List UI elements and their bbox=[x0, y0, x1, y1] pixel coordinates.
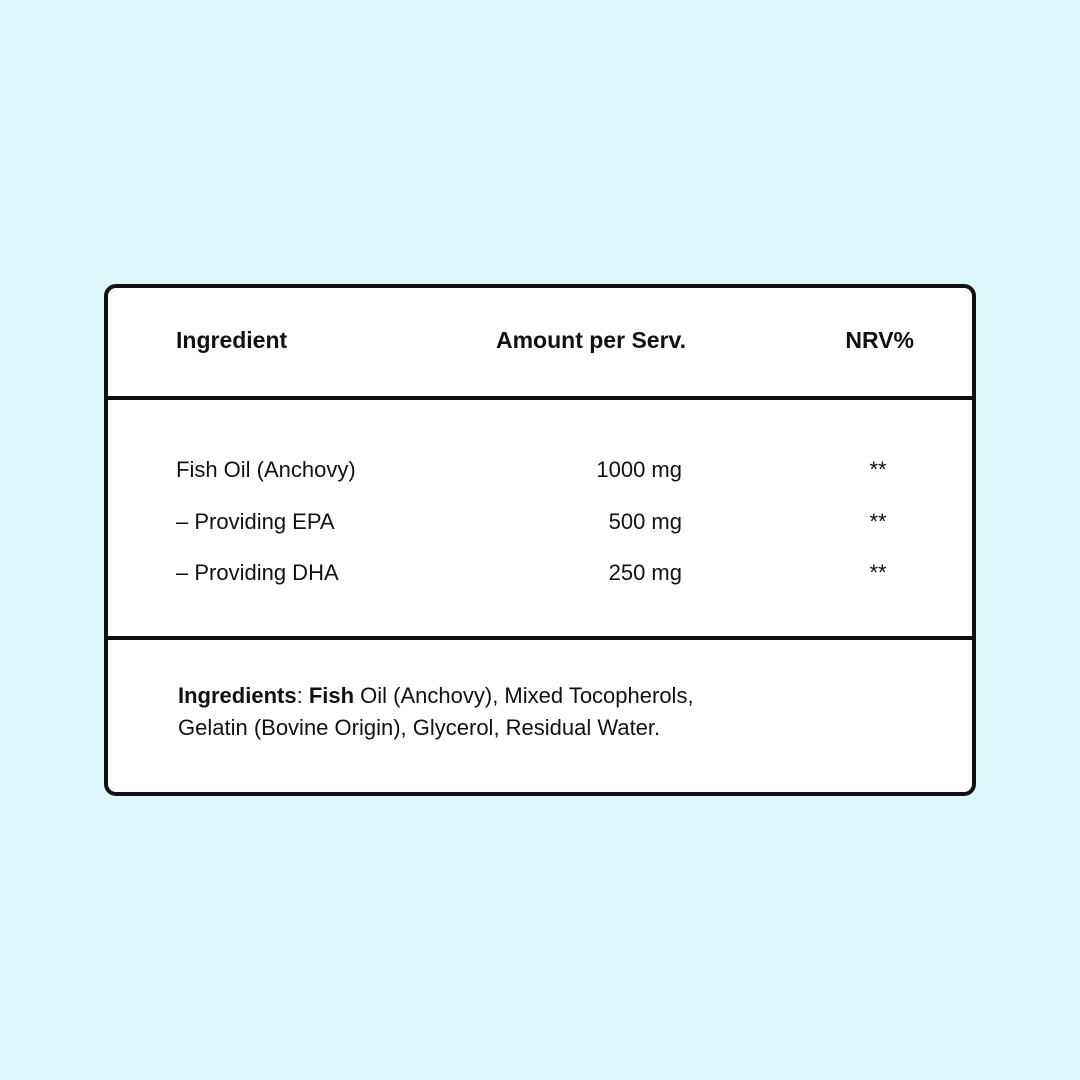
row-nrv: ** bbox=[869, 560, 887, 585]
row-amount: 250 mg bbox=[608, 560, 682, 585]
row-ingredient-name: Fish Oil (Anchovy) bbox=[176, 457, 356, 482]
row-ingredient-name: – Providing EPA bbox=[176, 509, 335, 534]
ingredients-line-2: Gelatin (Bovine Origin), Glycerol, Residual Water. bbox=[178, 715, 661, 740]
nutrition-facts-panel bbox=[104, 284, 976, 796]
ingredients-line-1 bbox=[178, 680, 918, 712]
table-body bbox=[108, 400, 972, 640]
table-row bbox=[108, 450, 972, 490]
ingredients-text-1: Oil (Anchovy), Mixed Tocopherols, bbox=[354, 683, 694, 708]
row-amount: 500 mg bbox=[608, 509, 682, 534]
table-row bbox=[108, 553, 972, 593]
ingredients-statement bbox=[178, 680, 918, 744]
header-amount-per-serving: Amount per Serv. bbox=[496, 327, 686, 353]
ingredients-highlight: Fish bbox=[308, 683, 355, 708]
ingredients-label: Ingredients bbox=[178, 683, 297, 708]
row-ingredient-name: – Providing DHA bbox=[176, 560, 339, 585]
row-nrv: ** bbox=[869, 457, 887, 482]
header-nrv: NRV% bbox=[845, 327, 914, 353]
row-amount: 1000 mg bbox=[596, 457, 682, 482]
header-ingredient: Ingredient bbox=[176, 327, 288, 353]
table-header bbox=[108, 288, 972, 400]
row-nrv: ** bbox=[869, 509, 887, 534]
ingredients-separator: : bbox=[296, 683, 309, 708]
table-row bbox=[108, 502, 972, 542]
